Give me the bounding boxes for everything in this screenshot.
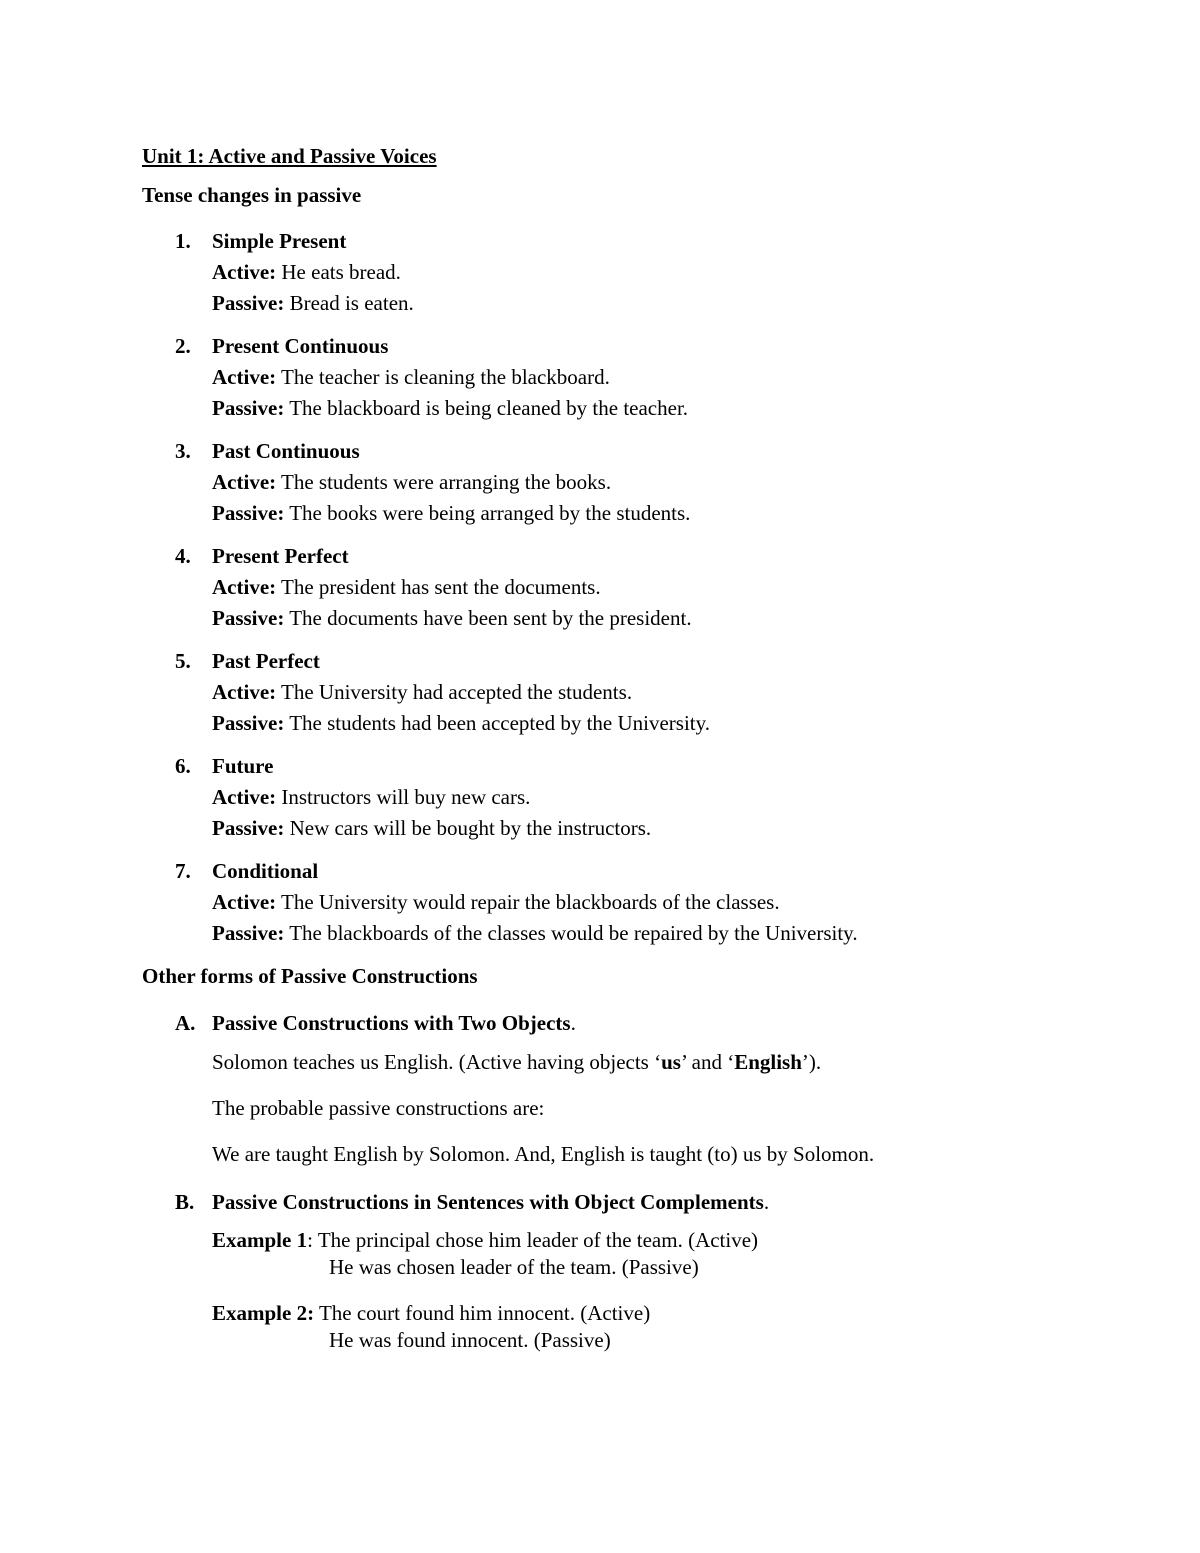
- document-title: Unit 1: Active and Passive Voices: [142, 144, 437, 168]
- tense-item: [142, 751, 1142, 844]
- tense-item: [142, 541, 1142, 634]
- para-text: Solomon teaches us English. (Active having objects ‘: [212, 1050, 662, 1074]
- tense-number: 7.: [175, 859, 191, 883]
- passive-sentence: The books were being arranged by the students.: [284, 501, 691, 525]
- tense-number: 5.: [175, 649, 191, 673]
- active-sentence: Instructors will buy new cars.: [276, 785, 531, 809]
- tense-name: Past Perfect: [212, 649, 320, 673]
- other-forms-heading: Other forms of Passive Constructions: [142, 964, 478, 988]
- tense-name: Simple Present: [212, 229, 347, 253]
- section-heading-text: Passive Constructions with Two Objects: [212, 1011, 571, 1035]
- tense-name: Conditional: [212, 859, 319, 883]
- tense-number: 2.: [175, 334, 191, 358]
- passive-example: [212, 708, 1142, 739]
- passive-label: Passive:: [212, 291, 285, 315]
- tense-number: 1.: [175, 229, 191, 253]
- tense-changes-heading: Tense changes in passive: [142, 183, 362, 207]
- active-label: Active:: [212, 365, 277, 389]
- active-sentence: The University would repair the blackboards of the classes.: [276, 890, 780, 914]
- active-example: [212, 572, 1142, 603]
- active-sentence: The University had accepted the students.: [276, 680, 633, 704]
- tense-item: [142, 646, 1142, 739]
- passive-label: Passive:: [212, 816, 285, 840]
- active-sentence: The teacher is cleaning the blackboard.: [276, 365, 610, 389]
- tense-name: Past Continuous: [212, 439, 360, 463]
- example-label: Example 1: [212, 1228, 308, 1252]
- section-letter: B.: [175, 1190, 195, 1214]
- tense-name: Present Perfect: [212, 544, 349, 568]
- tense-number: 4.: [175, 544, 191, 568]
- passive-example: [212, 393, 1142, 424]
- active-example: [212, 467, 1142, 498]
- example-active: The principal chose him leader of the team. (Active): [317, 1228, 759, 1252]
- passive-sentence: The blackboards of the classes would be repaired by the University.: [284, 921, 858, 945]
- active-example: [212, 887, 1142, 918]
- active-sentence: The students were arranging the books.: [276, 470, 612, 494]
- tense-item: [142, 856, 1142, 949]
- active-sentence: The president has sent the documents.: [276, 575, 601, 599]
- example-label: Example 2:: [212, 1301, 315, 1325]
- section-heading: [142, 1187, 1142, 1218]
- example-passive: He was found innocent. (Passive): [329, 1328, 611, 1352]
- passive-example: [212, 288, 1142, 319]
- active-label: Active:: [212, 785, 277, 809]
- tense-item: [142, 331, 1142, 424]
- passive-example: [212, 918, 1142, 949]
- example-passive: He was chosen leader of the team. (Passive): [329, 1255, 699, 1279]
- example-sentence: [142, 1047, 1142, 1078]
- section-heading-period: .: [570, 1011, 576, 1035]
- passive-sentence: New cars will be bought by the instructors.: [284, 816, 652, 840]
- tense-number: 3.: [175, 439, 191, 463]
- section-object-complements: [142, 1187, 1142, 1354]
- passive-label: Passive:: [212, 396, 285, 420]
- passive-label: Passive:: [212, 921, 285, 945]
- passive-sentence: The students had been accepted by the University.: [284, 711, 711, 735]
- example-separator: :: [307, 1228, 318, 1252]
- passive-example: [212, 498, 1142, 529]
- active-label: Active:: [212, 680, 277, 704]
- para-text: ’ and ‘: [680, 1050, 735, 1074]
- section-letter: A.: [175, 1011, 196, 1035]
- para-text: ’).: [801, 1050, 822, 1074]
- passive-label: Passive:: [212, 711, 285, 735]
- passive-label: Passive:: [212, 501, 285, 525]
- passive-sentence: Bread is eaten.: [284, 291, 414, 315]
- section-two-objects: [142, 1008, 1142, 1170]
- active-label: Active:: [212, 470, 277, 494]
- object-us: us: [661, 1050, 681, 1074]
- active-example: [212, 782, 1142, 813]
- section-heading-text: Passive Constructions in Sentences with Object Complements: [212, 1190, 764, 1214]
- passive-constructions: We are taught English by Solomon. And, English is taught (to) us by Solomon.: [212, 1142, 875, 1166]
- example-active: The court found him innocent. (Active): [318, 1301, 651, 1325]
- passive-example: [212, 813, 1142, 844]
- example-block: [142, 1300, 1142, 1354]
- active-label: Active:: [212, 575, 277, 599]
- tense-item: [142, 226, 1142, 319]
- passive-sentence: The documents have been sent by the president.: [284, 606, 692, 630]
- active-example: [212, 362, 1142, 393]
- tense-number: 6.: [175, 754, 191, 778]
- passive-intro: The probable passive constructions are:: [212, 1096, 545, 1120]
- section-heading-period: .: [763, 1190, 770, 1214]
- tense-name: Present Continuous: [212, 334, 389, 358]
- section-heading: [142, 1008, 1142, 1039]
- active-example: [212, 257, 1142, 288]
- tense-name: Future: [212, 754, 274, 778]
- passive-sentence: The blackboard is being cleaned by the teacher.: [284, 396, 689, 420]
- active-label: Active:: [212, 260, 277, 284]
- active-sentence: He eats bread.: [276, 260, 401, 284]
- tense-list: [142, 226, 1142, 961]
- active-label: Active:: [212, 890, 277, 914]
- passive-label: Passive:: [212, 606, 285, 630]
- active-example: [212, 677, 1142, 708]
- tense-item: [142, 436, 1142, 529]
- object-english: English: [734, 1050, 802, 1074]
- example-block: [142, 1227, 1142, 1281]
- passive-example: [212, 603, 1142, 634]
